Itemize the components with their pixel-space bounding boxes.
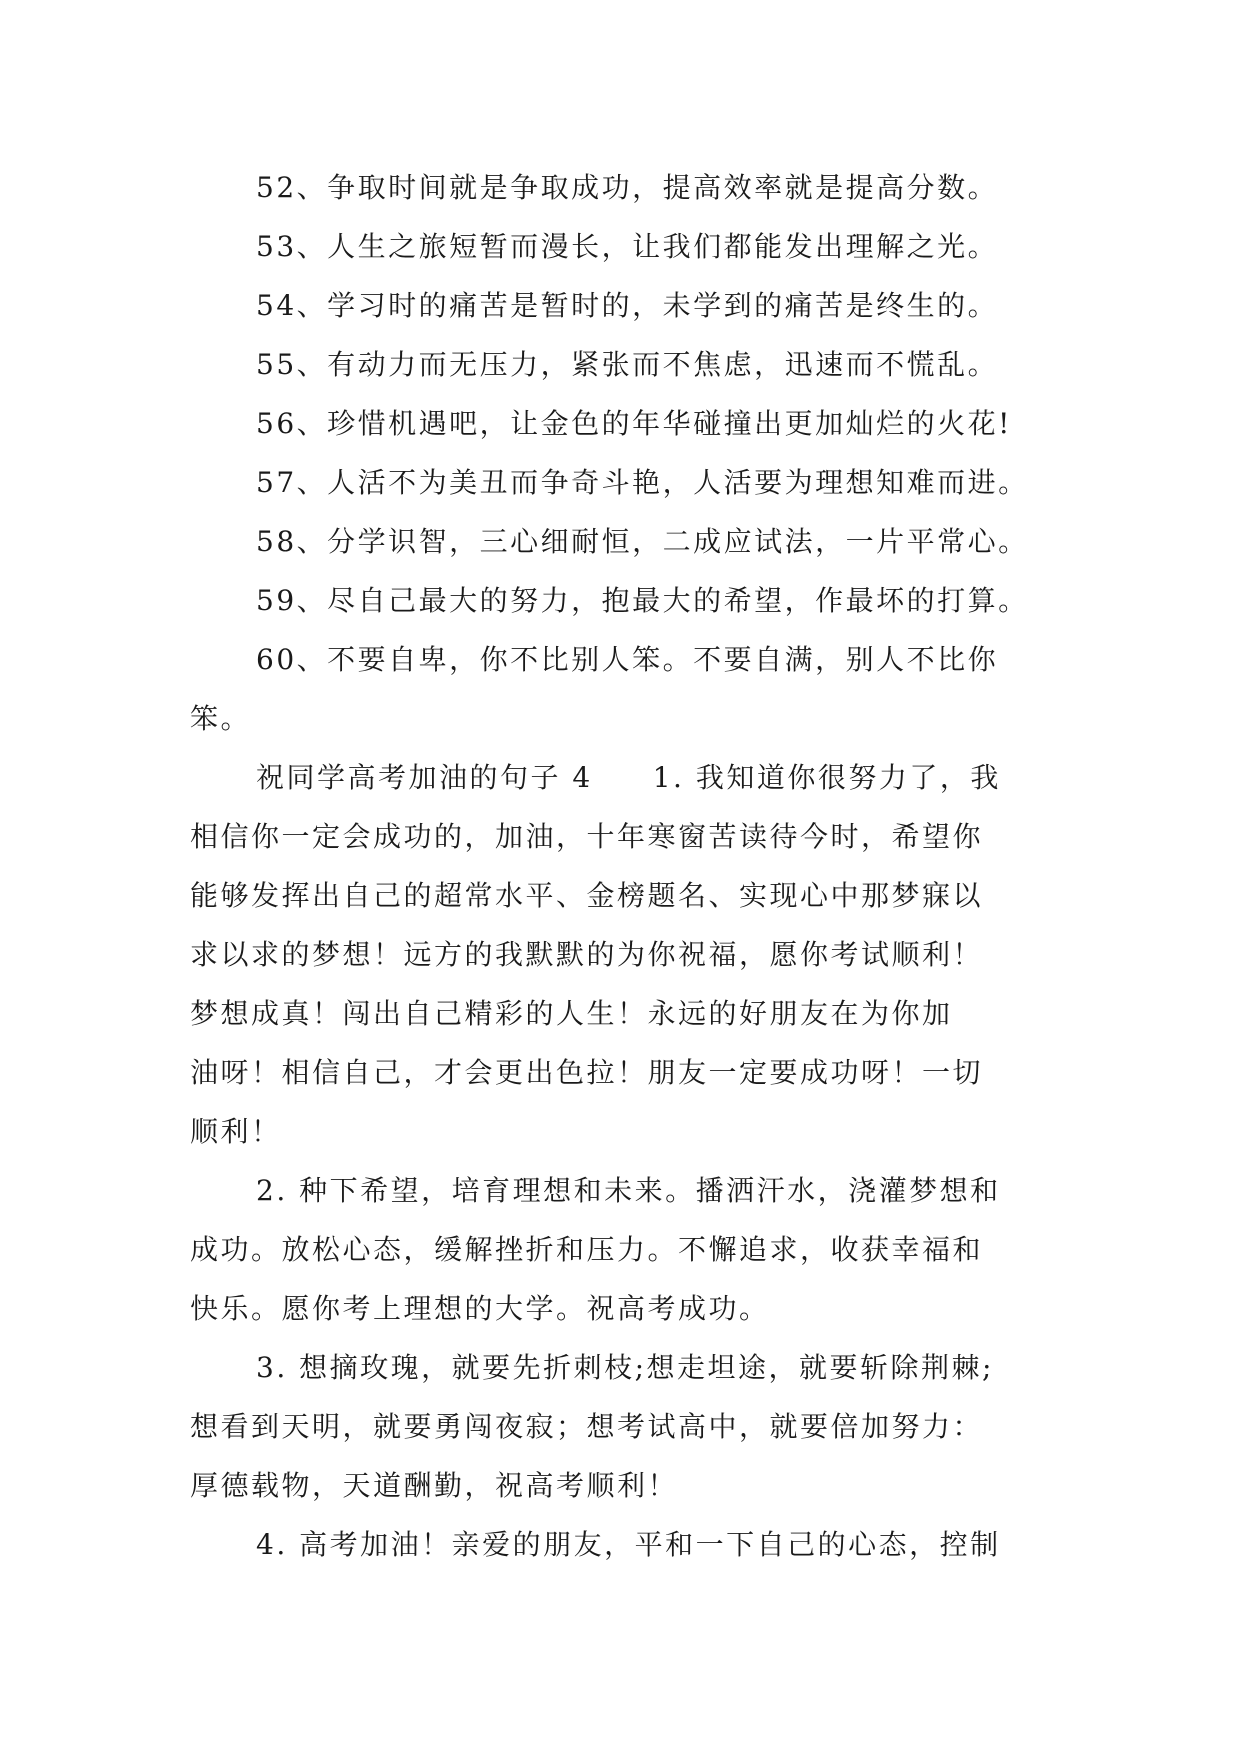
- text-line-60-continued: 笨。: [190, 702, 252, 735]
- paragraph-3-line-3: 厚德载物，天道酬勤，祝高考顺利！: [190, 1469, 679, 1502]
- paragraph-1-line-5: 梦想成真！闯出自己精彩的人生！永远的好朋友在为你加: [190, 997, 953, 1030]
- paragraph-2-line-3: 快乐。愿你考上理想的大学。祝高考成功。: [190, 1292, 770, 1325]
- paragraph-4-line-1: 4. 高考加油！亲爱的朋友，平和一下自己的心态，控制: [256, 1528, 1001, 1561]
- paragraph-1-line-4: 求以求的梦想！远方的我默默的为你祝福，愿你考试顺利！: [190, 938, 984, 971]
- paragraph-1-line-2: 相信你一定会成功的，加油，十年寒窗苦读待今时，希望你: [190, 820, 984, 853]
- text-line-56: 56、珍惜机遇吧，让金色的年华碰撞出更加灿烂的火花!: [256, 407, 1012, 440]
- text-line-59: 59、尽自己最大的努力，抱最大的希望，作最坏的打算。: [256, 584, 1029, 617]
- text-line-54: 54、学习时的痛苦是暂时的，未学到的痛苦是终生的。: [256, 289, 999, 322]
- paragraph-1-line-3: 能够发挥出自己的超常水平、金榜题名、实现心中那梦寐以: [190, 879, 984, 912]
- text-line-52: 52、争取时间就是争取成功，提高效率就是提高分数。: [256, 171, 999, 204]
- paragraph-3-line-2: 想看到天明，就要勇闯夜寂；想考试高中，就要倍加努力：: [190, 1410, 984, 1443]
- text-line-58: 58、分学识智，三心细耐恒，二成应试法，一片平常心。: [256, 525, 1029, 558]
- text-line-53: 53、人生之旅短暂而漫长，让我们都能发出理解之光。: [256, 230, 999, 263]
- paragraph-1-line-7: 顺利！: [190, 1115, 282, 1148]
- section-heading-line: [190, 748, 1070, 807]
- text-line-57: 57、人活不为美丑而争奇斗艳，人活要为理想知难而进。: [256, 466, 1029, 499]
- paragraph-2-line-2: 成功。放松心态，缓解挫折和压力。不懈追求，收获幸福和: [190, 1233, 984, 1266]
- text-line-55: 55、有动力而无压力，紧张而不焦虑，迅速而不慌乱。: [256, 348, 999, 381]
- document-body: [190, 158, 1070, 1574]
- paragraph-1-first: 1. 我知道你很努力了，我: [652, 761, 1001, 794]
- section-title: 祝同学高考加油的句子 4: [256, 761, 593, 794]
- paragraph-1-line-6: 油呀！相信自己，才会更出色拉！朋友一定要成功呀！一切: [190, 1056, 984, 1089]
- text-line-60: 60、不要自卑，你不比别人笨。不要自满，别人不比你: [256, 643, 999, 676]
- paragraph-3-line-1: 3. 想摘玫瑰，就要先折刺枝;想走坦途，就要斩除荆棘;: [256, 1351, 994, 1384]
- paragraph-2-line-1: 2. 种下希望，培育理想和未来。播洒汗水，浇灌梦想和: [256, 1174, 1001, 1207]
